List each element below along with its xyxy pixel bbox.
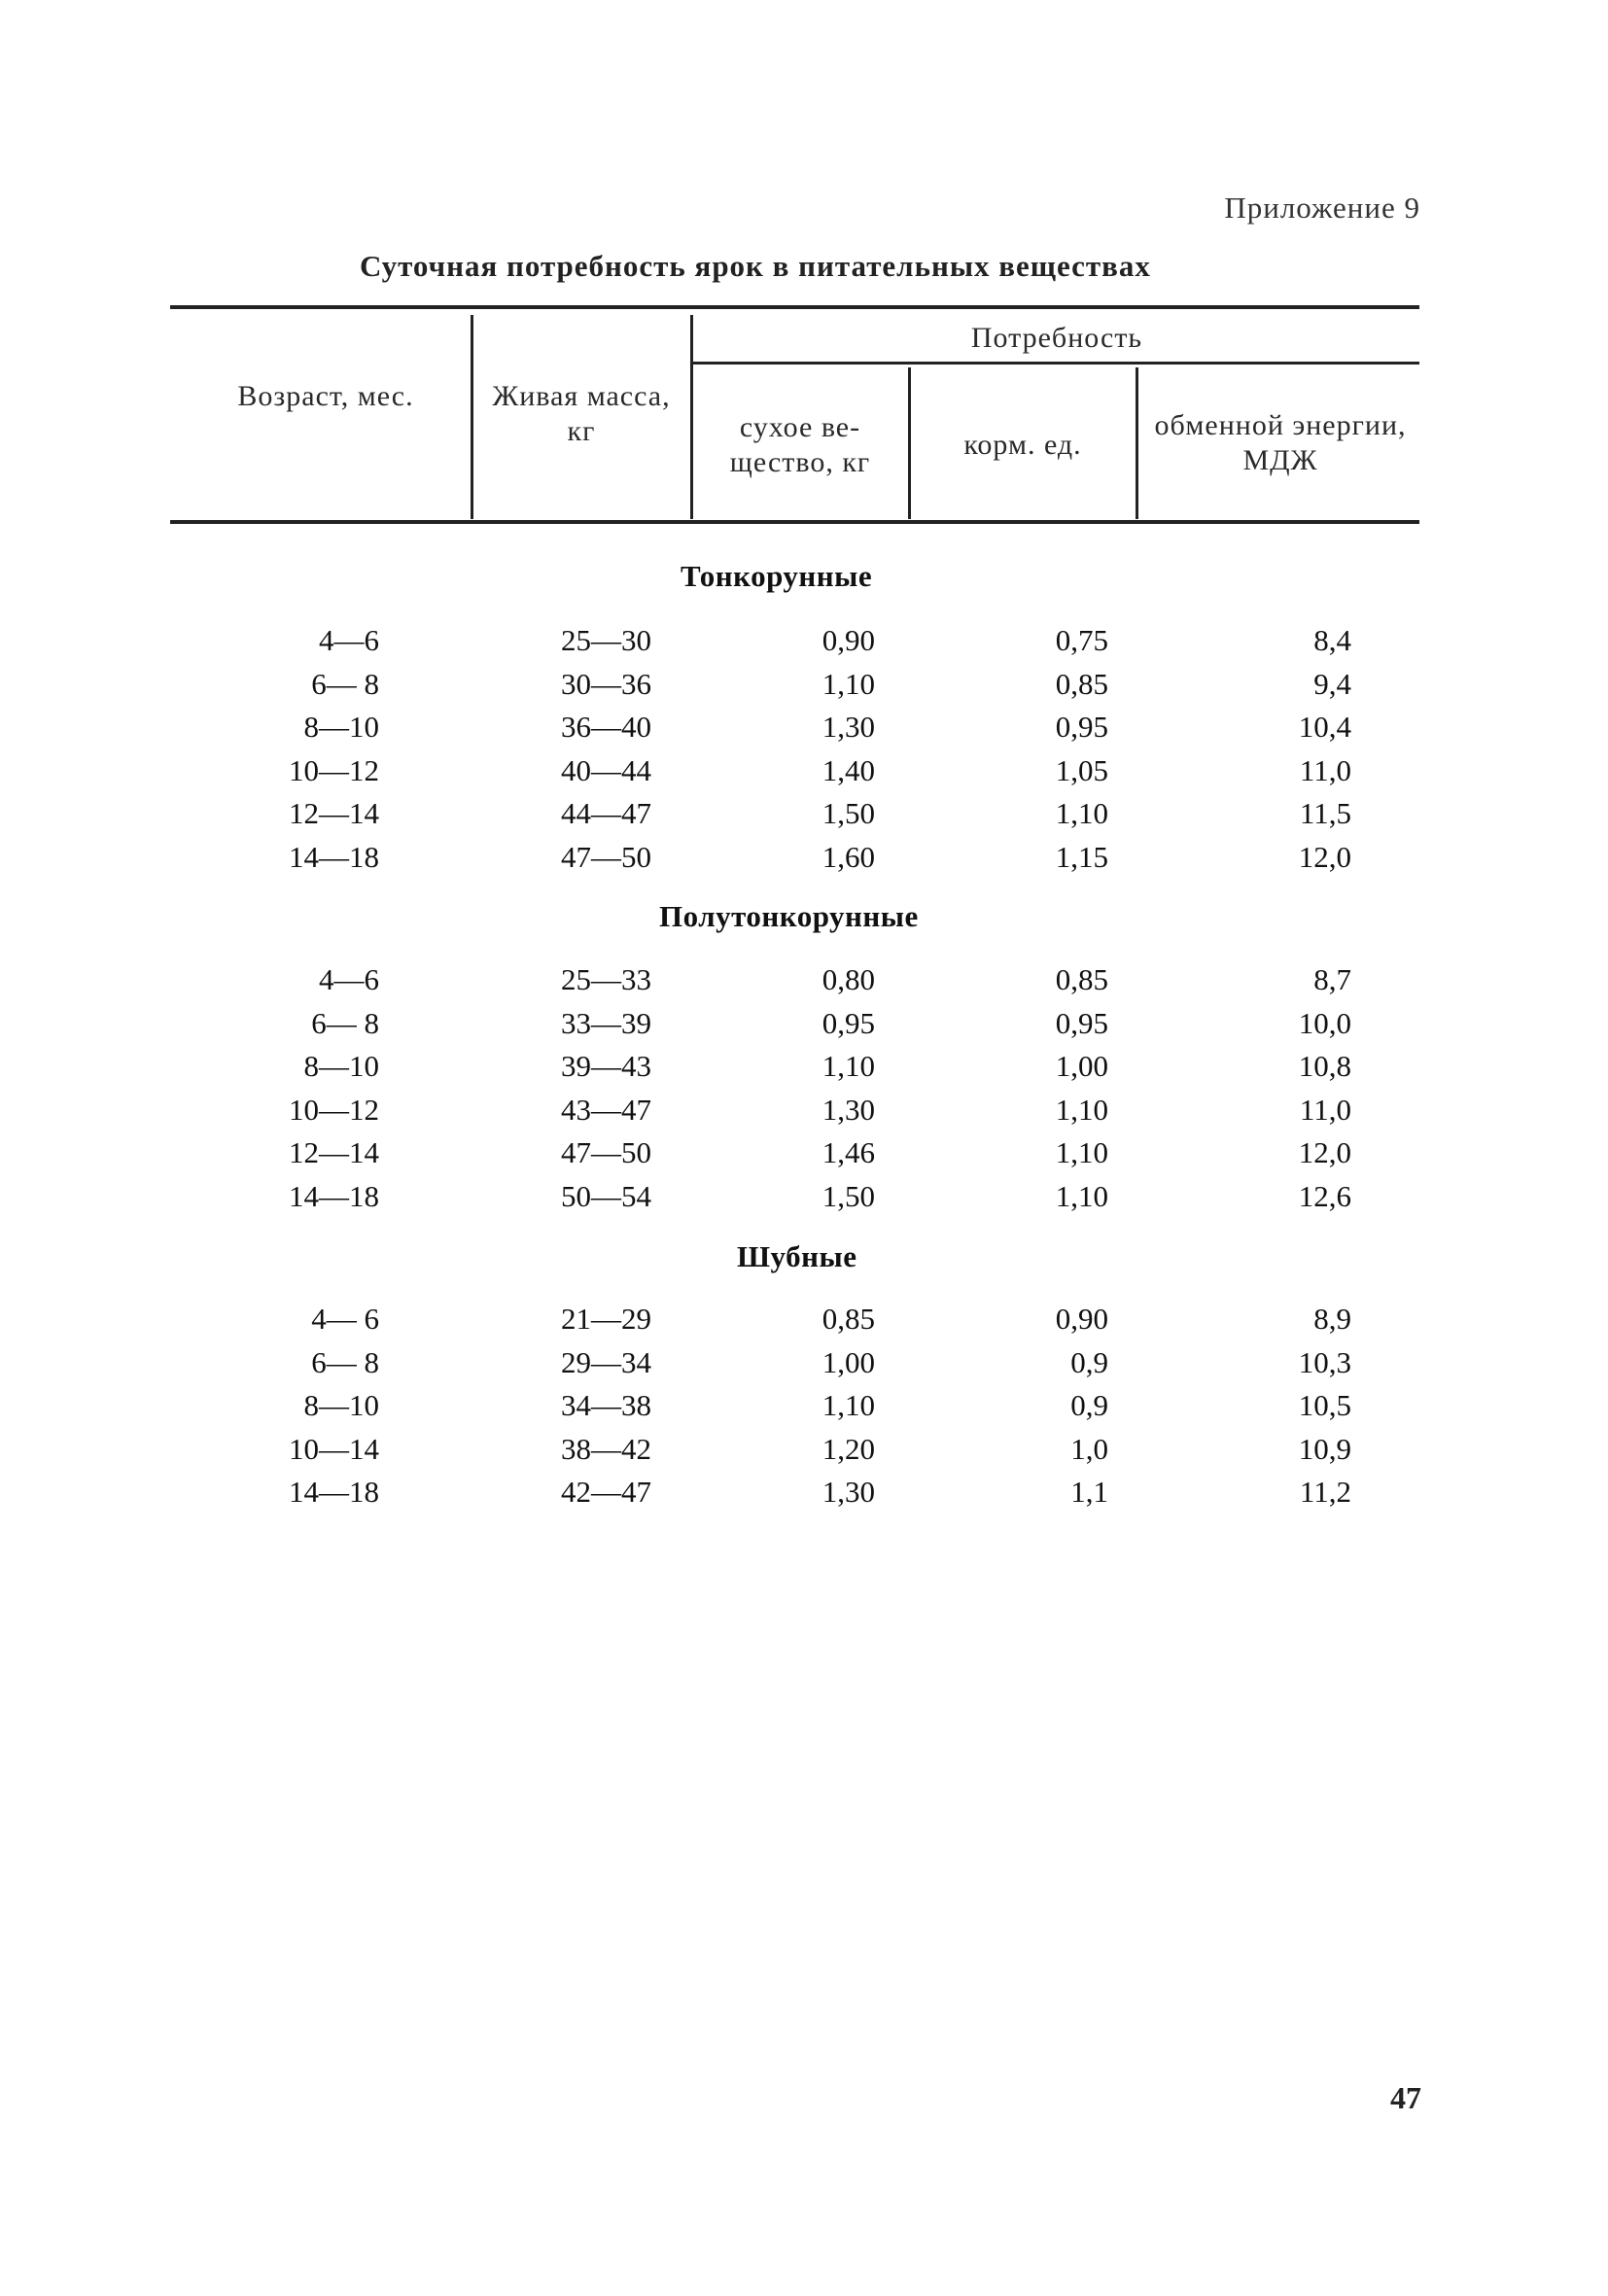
cell-dry: 1,60 xyxy=(821,840,875,874)
cell-dry: 1,10 xyxy=(821,666,875,701)
cell-age: 6— 8 xyxy=(311,666,379,701)
cell-dry: 1,30 xyxy=(821,710,875,745)
group-title: Тонкорунные xyxy=(681,559,873,593)
cell-mass: 25—30 xyxy=(561,623,651,657)
header-need: Потребность xyxy=(970,322,1143,354)
cell-feed: 1,10 xyxy=(1055,1135,1108,1170)
cell-feed: 1,0 xyxy=(1070,1431,1108,1466)
table-row xyxy=(0,1428,1608,1471)
cell-feed: 0,85 xyxy=(1055,962,1108,996)
cell-feed: 0,90 xyxy=(1055,1302,1108,1336)
cell-dry: 1,30 xyxy=(821,1092,875,1127)
cell-age: 14—18 xyxy=(289,1475,379,1510)
cell-age: 4—6 xyxy=(319,623,379,657)
cell-feed: 1,15 xyxy=(1055,840,1108,874)
cell-dry: 0,90 xyxy=(821,623,875,657)
cell-dry: 1,50 xyxy=(821,1179,875,1213)
cell-age: 14—18 xyxy=(289,840,379,874)
cell-energy: 8,4 xyxy=(1313,623,1351,657)
cell-energy: 12,6 xyxy=(1298,1179,1351,1213)
table-row xyxy=(0,1298,1608,1340)
cell-mass: 39—43 xyxy=(561,1049,651,1084)
cell-mass: 25—33 xyxy=(561,962,651,996)
table-row xyxy=(0,1471,1608,1513)
cell-age: 10—12 xyxy=(289,752,379,787)
column-divider xyxy=(1136,367,1138,519)
cell-energy: 9,4 xyxy=(1313,666,1351,701)
cell-energy: 10,9 xyxy=(1298,1431,1351,1466)
table-row xyxy=(0,1384,1608,1427)
column-divider xyxy=(690,315,693,519)
header-mass: Живая масса, кг xyxy=(492,380,671,447)
page-number: 47 xyxy=(1390,2080,1421,2115)
cell-feed: 0,9 xyxy=(1070,1344,1108,1379)
cell-feed: 1,00 xyxy=(1055,1049,1108,1084)
table-row xyxy=(0,1341,1608,1384)
cell-energy: 10,3 xyxy=(1298,1344,1351,1379)
cell-mass: 36—40 xyxy=(561,710,651,745)
header-dry-matter: сухое ве- щество, кг xyxy=(729,411,871,478)
table-row xyxy=(0,1002,1608,1045)
cell-feed: 0,9 xyxy=(1070,1388,1108,1423)
cell-mass: 33—39 xyxy=(561,1005,651,1040)
cell-energy: 10,4 xyxy=(1298,710,1351,745)
need-header-rule xyxy=(692,362,1419,365)
cell-age: 10—14 xyxy=(289,1431,379,1466)
cell-energy: 10,5 xyxy=(1298,1388,1351,1423)
table-row xyxy=(0,1089,1608,1131)
cell-mass: 29—34 xyxy=(561,1344,651,1379)
cell-feed: 1,1 xyxy=(1070,1475,1108,1510)
cell-energy: 12,0 xyxy=(1298,840,1351,874)
cell-age: 4— 6 xyxy=(311,1302,379,1336)
cell-dry: 1,00 xyxy=(821,1344,875,1379)
table-row xyxy=(0,958,1608,1001)
table-top-rule xyxy=(170,305,1419,309)
table-row xyxy=(0,749,1608,792)
appendix-label: Приложение 9 xyxy=(1224,191,1420,225)
cell-feed: 0,95 xyxy=(1055,710,1108,745)
cell-energy: 11,0 xyxy=(1299,752,1351,787)
table-row xyxy=(0,1045,1608,1088)
group-title: Шубные xyxy=(737,1239,857,1273)
header-energy: обменной энергии, МДЖ xyxy=(1154,409,1407,476)
cell-age: 8—10 xyxy=(303,1049,379,1084)
table-row xyxy=(0,836,1608,879)
cell-mass: 42—47 xyxy=(561,1475,651,1510)
cell-feed: 1,10 xyxy=(1055,796,1108,831)
cell-age: 8—10 xyxy=(303,710,379,745)
cell-mass: 44—47 xyxy=(561,796,651,831)
cell-dry: 1,10 xyxy=(821,1049,875,1084)
cell-dry: 0,80 xyxy=(821,962,875,996)
cell-mass: 40—44 xyxy=(561,752,651,787)
table-row xyxy=(0,706,1608,748)
cell-dry: 1,40 xyxy=(821,752,875,787)
cell-mass: 47—50 xyxy=(561,840,651,874)
cell-age: 12—14 xyxy=(289,1135,379,1170)
cell-mass: 50—54 xyxy=(561,1179,651,1213)
column-divider xyxy=(471,315,473,519)
table-row xyxy=(0,1175,1608,1218)
cell-age: 4—6 xyxy=(319,962,379,996)
cell-dry: 1,46 xyxy=(821,1135,875,1170)
cell-energy: 11,0 xyxy=(1299,1092,1351,1127)
cell-feed: 0,85 xyxy=(1055,666,1108,701)
cell-mass: 38—42 xyxy=(561,1431,651,1466)
table-row xyxy=(0,619,1608,662)
cell-age: 12—14 xyxy=(289,796,379,831)
cell-age: 6— 8 xyxy=(311,1005,379,1040)
table-row xyxy=(0,1131,1608,1174)
cell-feed: 1,10 xyxy=(1055,1092,1108,1127)
cell-dry: 1,30 xyxy=(821,1475,875,1510)
cell-dry: 1,50 xyxy=(821,796,875,831)
cell-mass: 34—38 xyxy=(561,1388,651,1423)
cell-dry: 1,20 xyxy=(821,1431,875,1466)
cell-energy: 12,0 xyxy=(1298,1135,1351,1170)
cell-energy: 8,9 xyxy=(1313,1302,1351,1336)
table-row xyxy=(0,792,1608,835)
cell-mass: 30—36 xyxy=(561,666,651,701)
cell-mass: 21—29 xyxy=(561,1302,651,1336)
cell-energy: 8,7 xyxy=(1313,962,1351,996)
cell-age: 14—18 xyxy=(289,1179,379,1213)
cell-energy: 10,0 xyxy=(1298,1005,1351,1040)
cell-mass: 43—47 xyxy=(561,1092,651,1127)
cell-feed: 1,10 xyxy=(1055,1179,1108,1213)
cell-feed: 0,95 xyxy=(1055,1005,1108,1040)
cell-energy: 10,8 xyxy=(1298,1049,1351,1084)
cell-feed: 1,05 xyxy=(1055,752,1108,787)
cell-age: 10—12 xyxy=(289,1092,379,1127)
cell-energy: 11,2 xyxy=(1299,1475,1351,1510)
header-feed-units: корм. ед. xyxy=(963,429,1082,461)
cell-dry: 0,95 xyxy=(821,1005,875,1040)
table-title: Суточная потребность ярок в питательных веществах xyxy=(360,249,1151,283)
cell-dry: 0,85 xyxy=(821,1302,875,1336)
cell-age: 6— 8 xyxy=(311,1344,379,1379)
group-title: Полутонкорунные xyxy=(659,899,919,933)
cell-age: 8—10 xyxy=(303,1388,379,1423)
column-divider xyxy=(908,367,911,519)
cell-feed: 0,75 xyxy=(1055,623,1108,657)
cell-mass: 47—50 xyxy=(561,1135,651,1170)
header-age: Возраст, мес. xyxy=(237,380,414,412)
cell-dry: 1,10 xyxy=(821,1388,875,1423)
cell-energy: 11,5 xyxy=(1299,796,1351,831)
table-row xyxy=(0,663,1608,706)
table-header-bottom-rule xyxy=(170,520,1419,524)
